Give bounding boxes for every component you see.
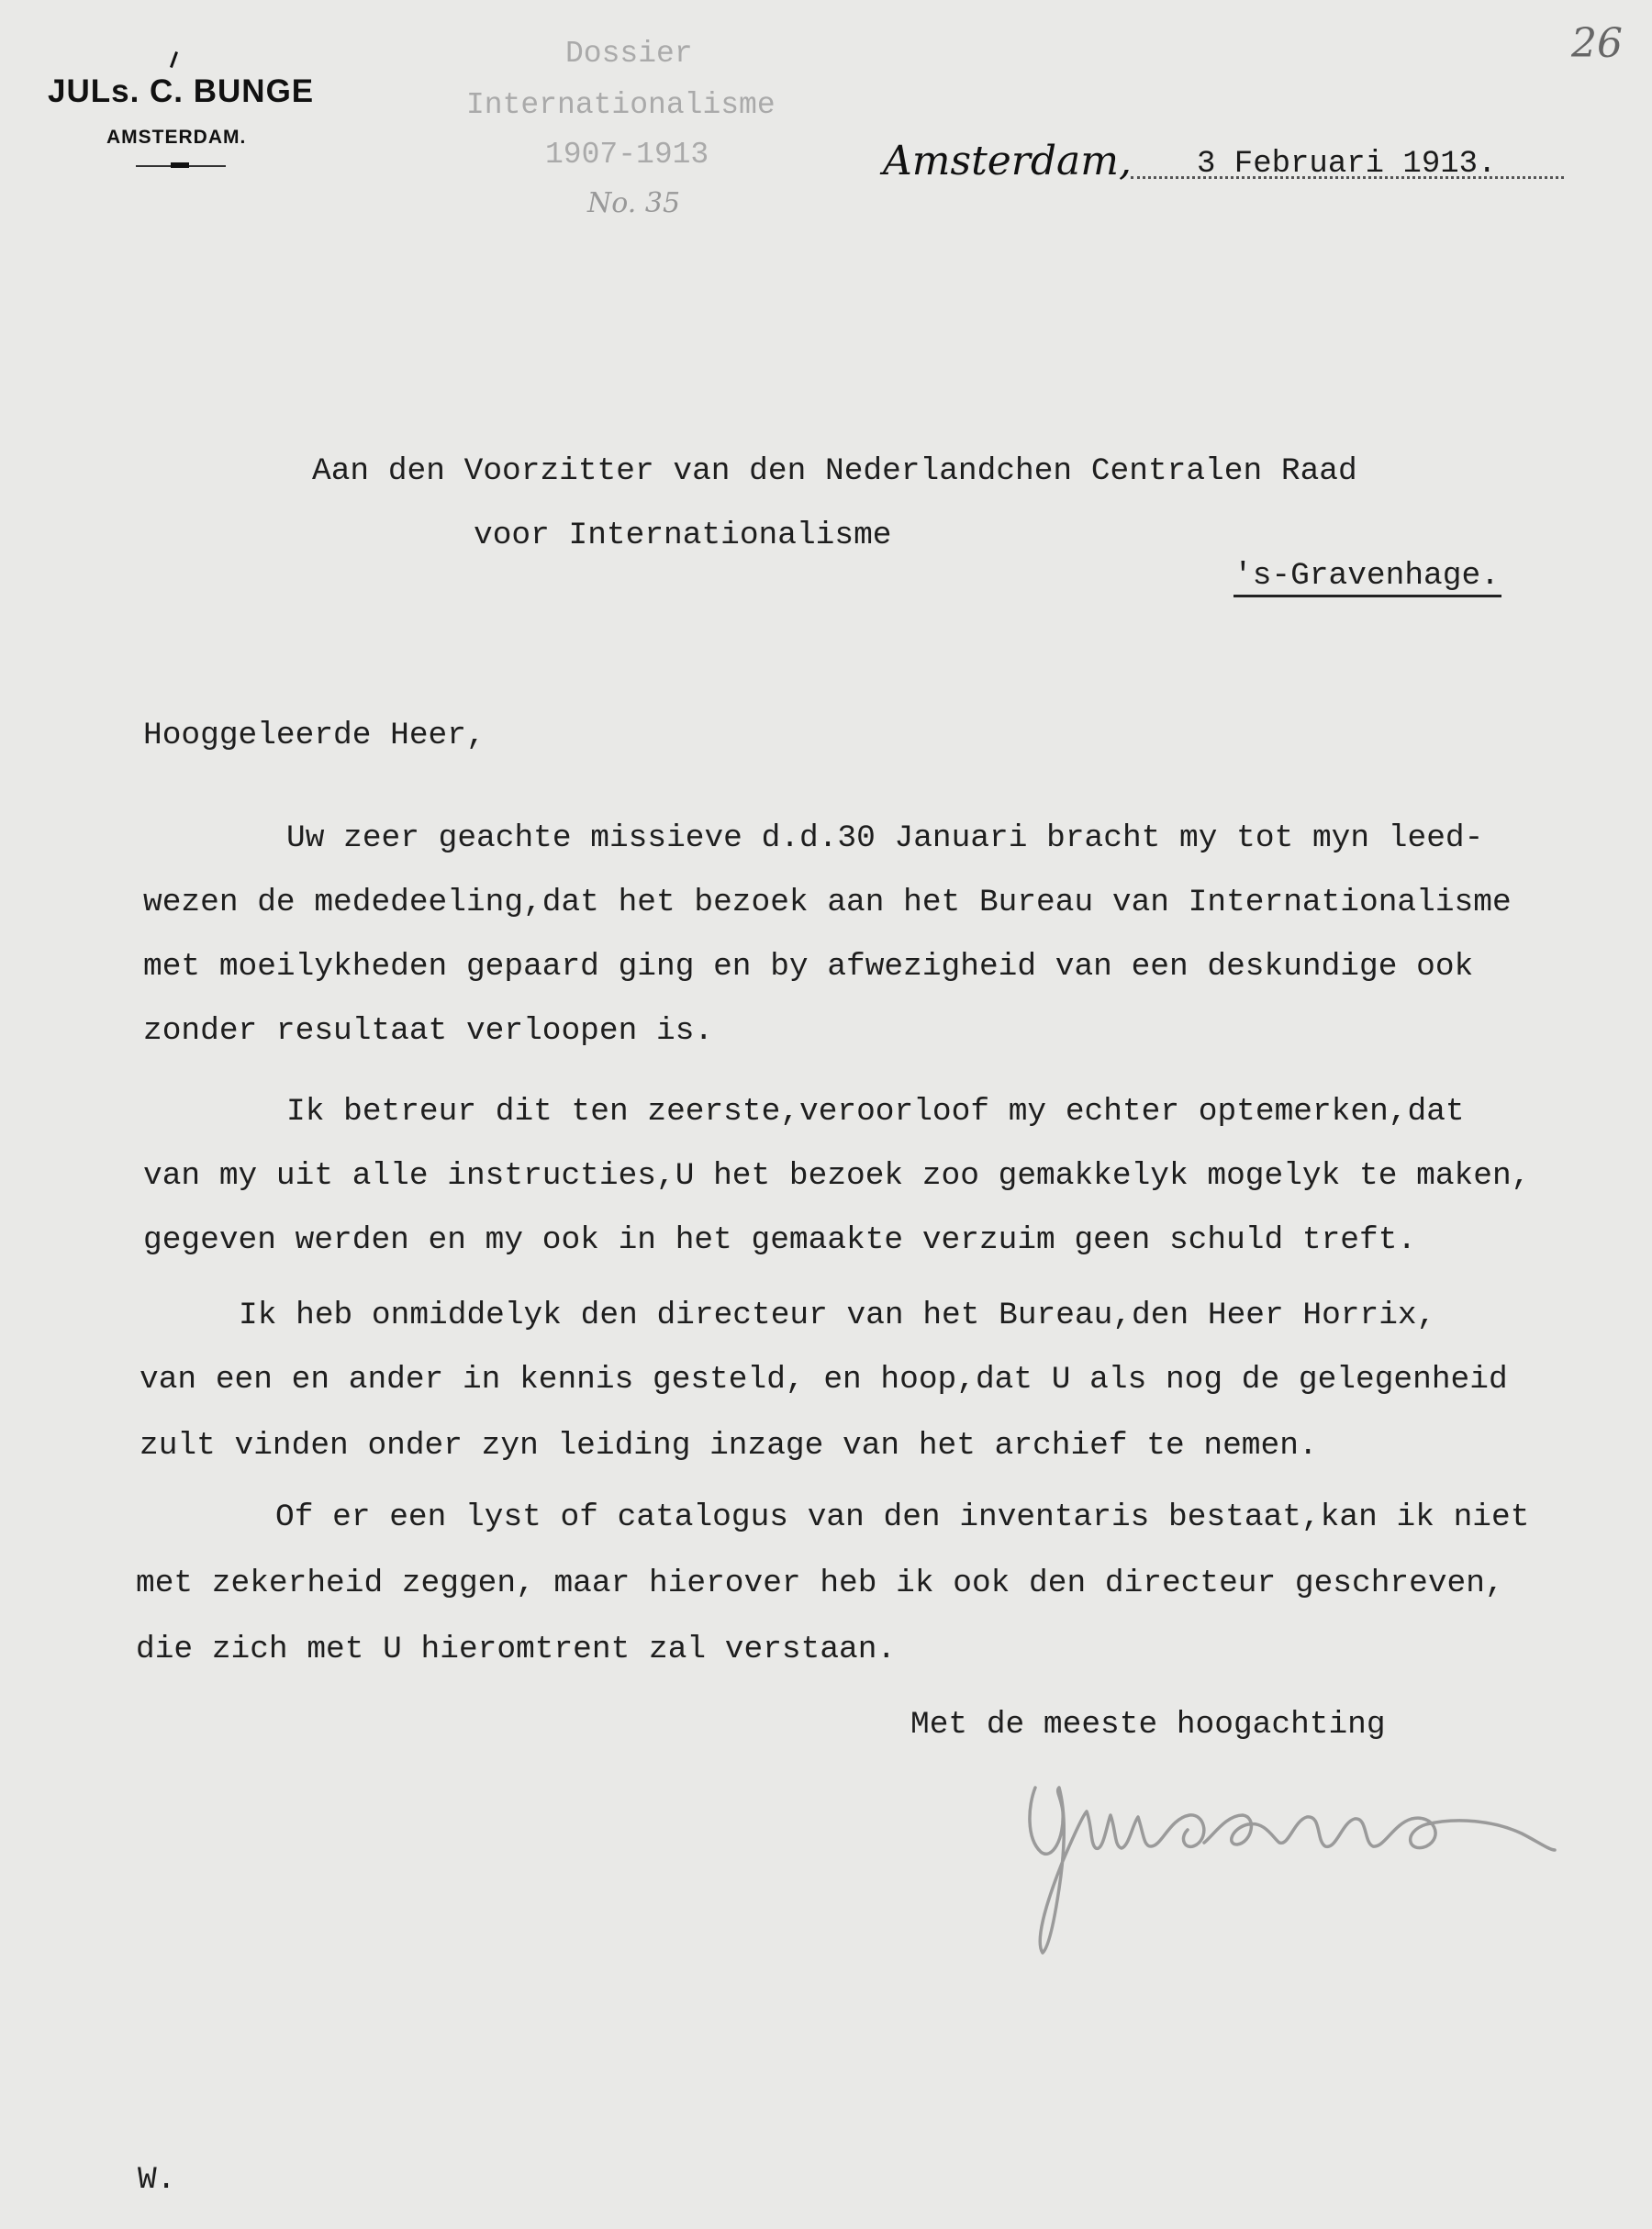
salutation: Hooggeleerde Heer, [143,718,486,753]
address-line-1: Aan den Voorzitter van den Nederlandchen Centralen Raad [312,453,1357,489]
body-line: Of er een lyst of catalogus van den inventaris bestaat,kan ik niet [275,1499,1530,1535]
archive-number: 26 [1571,20,1623,67]
dateline-place: Amsterdam, [883,138,1132,184]
closing: Met de meeste hoogachting [910,1707,1386,1743]
signature [973,1734,1542,1955]
body-line: met moeilykheden gepaard ging en by afwezigheid van een deskundige ook [143,949,1474,985]
body-line: met zekerheid zeggen, maar hierover heb ik ook den directeur geschreven, [136,1566,1504,1601]
address-underline [1233,595,1501,597]
body-line: van my uit alle instructies,U het bezoek zoo gemakkelyk mogelyk te maken, [143,1158,1531,1194]
body-line: gegeven werden en my ook in het gemaakte verzuim geen schuld treft. [143,1222,1417,1258]
letterhead-name: JULs. C. BUNGE [48,73,315,109]
dateline-date: 3 Februari 1913. [1197,147,1497,182]
stamp-number: No. 35 [587,187,681,219]
stamp-years: 1907-1913 [545,138,709,172]
letterhead-ornament [171,162,189,168]
body-line: Uw zeer geachte missieve d.d.30 Januari bracht my tot myn leed- [286,820,1484,856]
body-line: zult vinden onder zyn leiding inzage van het archief te nemen. [140,1428,1318,1464]
body-line: Ik betreur dit ten zeerste,veroorloof my echter optemerken,dat [286,1094,1465,1130]
body-line: wezen de mededeeling,dat het bezoek aan het Bureau van Internationalisme [143,885,1512,920]
address-line-3: 's-Gravenhage. [1233,558,1500,594]
typist-initial: W. [138,2162,176,2198]
body-line: zonder resultaat verloopen is. [143,1013,714,1049]
stamp-dossier: Dossier [565,37,693,71]
letterhead-mark [170,51,178,68]
body-line: Ik heb onmiddelyk den directeur van het Bureau,den Heer Horrix, [239,1298,1436,1333]
body-line: die zich met U hieromtrent zal verstaan. [136,1632,897,1667]
body-line: van een en ander in kennis gesteld, en hoop,dat U als nog de gelegenheid [140,1362,1508,1398]
letterhead-city: AMSTERDAM. [106,127,247,148]
stamp-subject: Internationalisme [466,88,776,122]
address-line-2: voor Internationalisme [474,518,892,553]
